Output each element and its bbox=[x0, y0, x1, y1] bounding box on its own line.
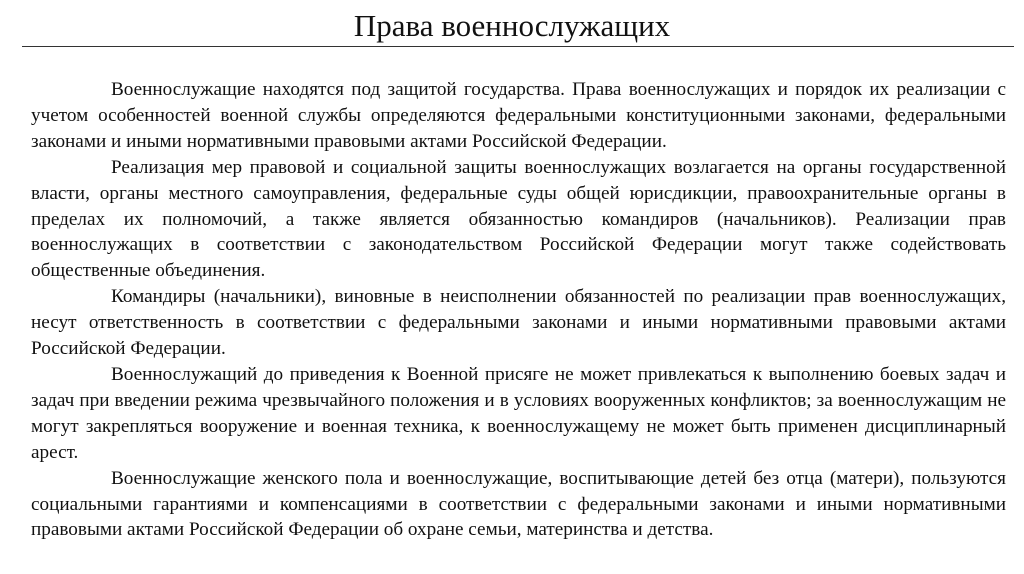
paragraph: Командиры (начальники), виновные в неисполнении обязанностей по реализации прав военнослужащих, несут ответственность в соответствии с федеральными законами и иными нормативными правовыми актами Российской Федерации. bbox=[31, 286, 1006, 360]
title-divider bbox=[22, 46, 1014, 47]
paragraph: Военнослужащий до приведения к Военной присяге не может привлекаться к выполнению боевых задач и задач при введении режима чрезвычайного положения и в условиях вооруженных конфликтов; за военнослужащим не могут закрепляться вооружение и военная техника, к военнослужащему не может быть применен дисциплинарный арест. bbox=[31, 363, 1006, 463]
slide-title: Права военнослужащих bbox=[353, 8, 671, 43]
paragraph: Военнослужащие находятся под защитой государства. Права военнослужащих и порядок их реализации с учетом особенностей военной службы определяются федеральными конституционными законами, федеральными законами и иными нормативными правовыми актами Российской Федерации. bbox=[31, 79, 1006, 152]
paragraph: Реализация мер правовой и социальной защиты военнослужащих возлагается на органы государственной власти, органы местного самоуправления, федеральные суды общей юрисдикции, правоохранительные органы в пределах их полномочий, а также является обязанностью командиров (начальников). Реализации прав военнослужащих в соответствии с законодательством Российской Федерации могут также содействовать общественные объединения. bbox=[31, 156, 1006, 282]
slide-body bbox=[31, 77, 1006, 543]
paragraph: Военнослужащие женского пола и военнослужащие, воспитывающие детей без отца (матери), пользуются социальными гарантиями и компенсациями в соответствии с федеральными законами и иными нормативными правовыми актами Российской Федерации об охране семьи, материнства и детства. bbox=[31, 467, 1006, 541]
